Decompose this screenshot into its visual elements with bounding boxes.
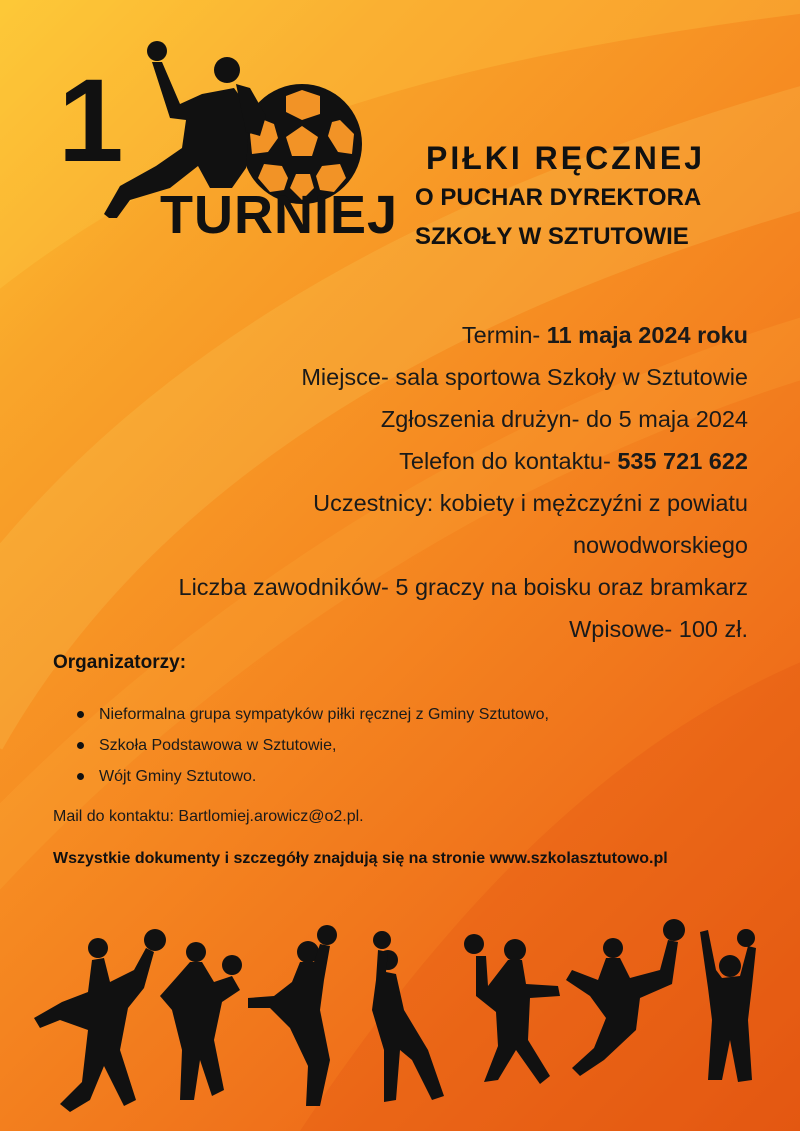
player-silhouette-icon <box>464 934 560 1084</box>
player-silhouette-icon <box>248 925 337 1106</box>
date-line: Termin- 11 maja 2024 roku <box>461 322 748 348</box>
bullet-icon <box>77 742 84 749</box>
bullet-icon <box>77 773 84 780</box>
player-silhouette-icon <box>160 942 242 1100</box>
poster-header <box>0 0 800 280</box>
event-details <box>48 314 748 650</box>
contact-mail[interactable]: Mail do kontaktu: Bartlomiej.arowicz@o2.pl. <box>53 808 364 825</box>
date-value: 11 maja 2024 roku <box>546 322 748 348</box>
entry-fee-line: Wpisowe- 100 zł. <box>569 616 748 642</box>
venue-line: Miejsce- sala sportowa Szkoły w Sztutowie <box>301 364 748 390</box>
players-silhouettes <box>0 900 800 1131</box>
list-item: Szkoła Podstawowa w Sztutowie, <box>53 730 549 761</box>
tournament-number: 1 <box>58 55 124 187</box>
phone-number[interactable]: 535 721 622 <box>617 448 748 474</box>
player-silhouette-icon <box>700 929 756 1082</box>
registration-line: Zgłoszenia drużyn- do 5 maja 2024 <box>380 406 748 432</box>
list-item: Wójt Gminy Sztutowo. <box>53 761 549 792</box>
title-line-1: PIŁKI RĘCZNEJ <box>426 140 706 176</box>
organizers-list <box>53 699 549 792</box>
tournament-word: TURNIEJ <box>160 185 399 245</box>
player-silhouette-icon <box>372 931 444 1102</box>
players-count-line: Liczba zawodników- 5 graczy na boisku oraz bramkarz <box>178 574 748 600</box>
organizers-heading: Organizatorzy: <box>53 652 187 673</box>
title-line-3: SZKOŁY W SZTUTOWIE <box>415 223 689 250</box>
participants-line-1: Uczestnicy: kobiety i mężczyźni z powiatu <box>313 490 748 516</box>
phone-line: Telefon do kontaktu- 535 721 622 <box>399 448 748 474</box>
bullet-icon <box>77 711 84 718</box>
participants-line-2: nowodworskiego <box>572 532 748 558</box>
title-line-2: O PUCHAR DYREKTORA <box>415 184 702 211</box>
list-item: Nieformalna grupa sympatyków piłki ręcznej z Gminy Sztutowo, <box>53 699 549 730</box>
player-silhouette-icon <box>566 919 685 1076</box>
documents-info[interactable]: Wszystkie dokumenty i szczegóły znajdują się na stronie www.szkolasztutowo.pl <box>53 850 668 867</box>
player-silhouette-icon <box>34 929 166 1112</box>
